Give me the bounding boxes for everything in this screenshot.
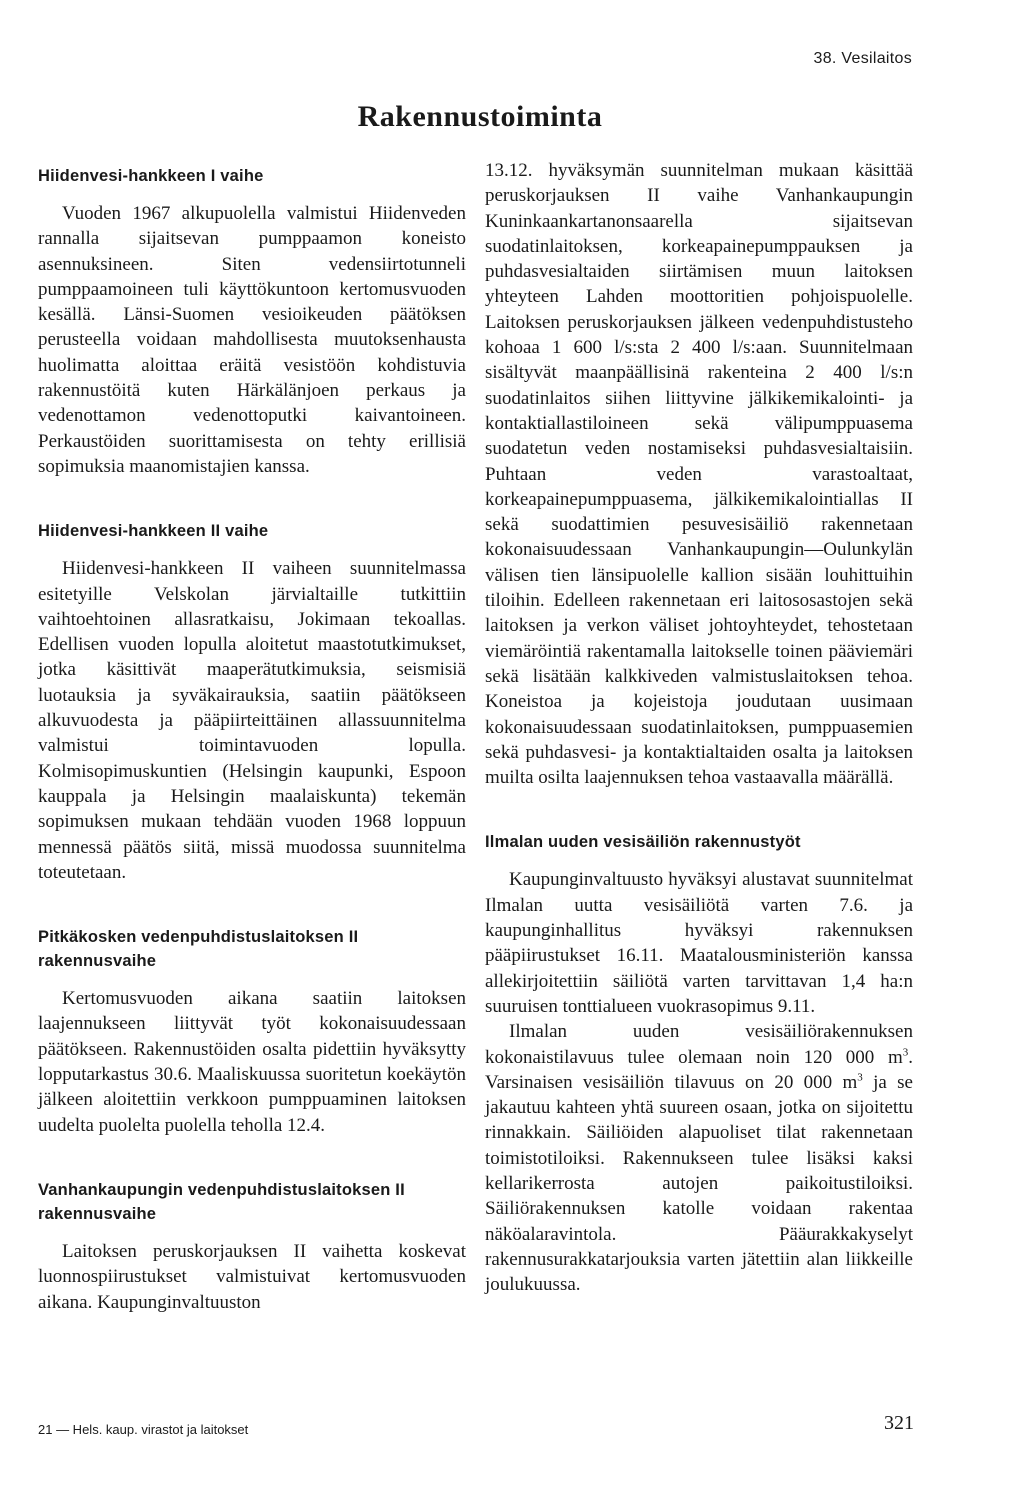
section-heading: Hiidenvesi-hankkeen II vaihe [38, 522, 269, 541]
right-column [485, 158, 913, 1337]
paragraph: Laitoksen peruskorjauksen II vaihetta koskevat luonnospiirustukset valmistuivat kertomusvuoden aikana. Kaupunginvaltuuston [38, 1240, 466, 1313]
section-heading: Vanhankaupungin vedenpuhdistuslaitoksen II rakennusvaihe [38, 1180, 405, 1223]
paragraph: Kaupunginvaltuusto hyväksyi alustavat suunnitelmat Ilmalan uutta vesisäiliötä varten 7.6. ja kaupunginhallitus hyväksyi rakennuksen pääpiirustukset 16.11. Maatalousministeriön kanssa allekirjoitettiin säiliötä varten tarvittavan 1,4 ha:n suuruisen tonttialueen vuokrasopimus 9.11. [485, 869, 913, 1017]
running-header: 38. Vesilaitos [813, 50, 912, 67]
paragraph: 13.12. hyväksymän suunnitelman mukaan käsittää peruskorjauksen II vaihe Vanhankaupungin Kuninkaankartanonsaarella sijaitsevan suodatinlaitoksen, korkeapainepumppauksen ja puhdasvesialtaiden siirtämisen muun laitoksen yhteyteen Lahden moottoritien pohjoispuolelle. Laitoksen peruskorjauksen jälkeen vedenpuhdistusteho kohoaa 1 600 l/s:sta 2 400 l/s:aan. Suunnitelmaan sisältyvät maanpäällisinä rakenteina 2 400 l/s:n suodatinlaitos siihen liittyvine jälkikemikalointi- ja kontaktiallastiloineen sekä välipumppuasema suodatetun veden nostamiseksi puhdasvesialtaisiin. Puhtaan veden varastoaltaat, korkeapainepumppuasema, jälkikemikalointiallas II sekä suodattimien pesuvesisäiliö rakennetaan kokonaisuudessaan Vanhankaupungin—Oulunkylän välisen tien länsipuolelle kallion sisään louhittuihin tiloihin. Edelleen rakennetaan eri laitososastojen sekä laitoksen ja verkon väliset johtoyhteydet, tehostetaan viemäröintiä rakentamalla laitokselle toinen pääviemäri sekä lisätään kalkkiveden valmistuslaitoksen tehoa. Koneistoa ja kojeistoja joudutaan uusimaan kokonaisuudessaan suodatinlaitoksen, pumppuasemien sekä puhdasvesi- ja kontaktialtaiden osalta ja laitoksen muilta osilta laajennuksen tehoa vastaavalla määrällä. [485, 160, 913, 789]
text-span: . Varsinaisen vesisäiliön tilavuus on 20 000 m [485, 1046, 913, 1093]
footer-source: 21 — Hels. kaup. virastot ja laitokset [38, 1422, 249, 1437]
section-heading: Hiidenvesi-hankkeen I vaihe [38, 167, 264, 185]
section-pitkakoski [38, 925, 466, 1138]
section-vanhakaupunki [38, 1178, 466, 1315]
section-ilmala [485, 830, 913, 1297]
section-heading: Ilmalan uuden vesisäiliön rakennustyöt [485, 833, 801, 852]
page-number: 321 [884, 1412, 914, 1434]
page-title: Rakennustoiminta [357, 100, 603, 133]
text-span: Ilmalan uuden vesisäiliörakennuksen kokonaistilavuus tulee olemaan noin 120 000 m [485, 1021, 913, 1068]
paragraph: Hiidenvesi-hankkeen II vaiheen suunnitelmassa esitetyille Velskolan järvialtaille tutkittiin vaihtoehtoinen allasratkaisu, Jokimaan tekoallas. Edellisen vuoden lopulla aloitetut maastotutkimukset, jotka käsittivät maaperätutkimuksia, seismisiä luotauksia ja syväkairauksia, saatiin päätökseen alkuvuodesta ja pääpiirteittäinen allassuunnitelma valmistui toimintavuoden lopulla. Kolmisopimuskuntien (Helsingin kaupunki, Espoon kauppala ja Helsingin maalaiskunta) tekemän sopimuksen mukaan tehdään vuoden 1968 loppuun mennessä päätös siitä, missä muodossa suunnitelma toteutetaan. [38, 558, 466, 883]
section-hiidenvesi-2 [38, 519, 466, 885]
superscript: 3 [857, 1071, 863, 1084]
section-vanhakaupunki-continued [485, 158, 913, 790]
paragraph [485, 1019, 913, 1297]
left-column [38, 158, 466, 1355]
paragraph: Vuoden 1967 alkupuolella valmistui Hiidenveden rannalla sijaitsevan pumppaamon koneisto asennuksineen. Siten vedensiirtotunneli pumppaamoineen tuli käyttökuntoon kertomusvuoden kesällä. Länsi-Suomen vesioikeuden päätöksen perusteella voidaan mahdollisesta muutoksenhausta huolimatta aloittaa eräitä vesistöön kohdistuvia rakennustöitä kuten Härkälänjoen perkaus ja vedenottamon vedenottoputki kaivantoineen. Perkaustöiden suorittamisesta on tehty erillisiä sopimuksia maanomistajien kanssa. [38, 203, 466, 477]
section-hiidenvesi-1 [38, 164, 466, 479]
superscript: 3 [902, 1046, 909, 1059]
section-heading: Pitkäkosken vedenpuhdistuslaitoksen II rakennusvaihe [38, 928, 359, 971]
paragraph: Kertomusvuoden aikana saatiin laitoksen laajennukseen liittyvät työt kokonaisuudessaan päätökseen. Rakennustöiden osalta pidettiin hyväksytty lopputarkastus 30.6. Maaliskuussa suoritetun koekäytön jälkeen aloitettiin verkkoon pumppuaminen laitoksen uudelta puolelta puolella teholla 12.4. [38, 988, 466, 1136]
text-span: ja se jakautuu kahteen yhtä suureen osaan, jotka on sijoitettu rinnakkain. Säiliöiden alapuoliset tilat rakennetaan toimistotiloiksi. Rakennukseen tulee lisäksi kaksi kellarikerrosta autojen paikoitustiloiksi. Säiliörakennuksen katolle voidaan rakentaa näköalaravintola. Pääurakkakyselyt rakennusurakkatarjouksia varten jätettiin alan liikkeille joulukuussa. [485, 1071, 913, 1296]
